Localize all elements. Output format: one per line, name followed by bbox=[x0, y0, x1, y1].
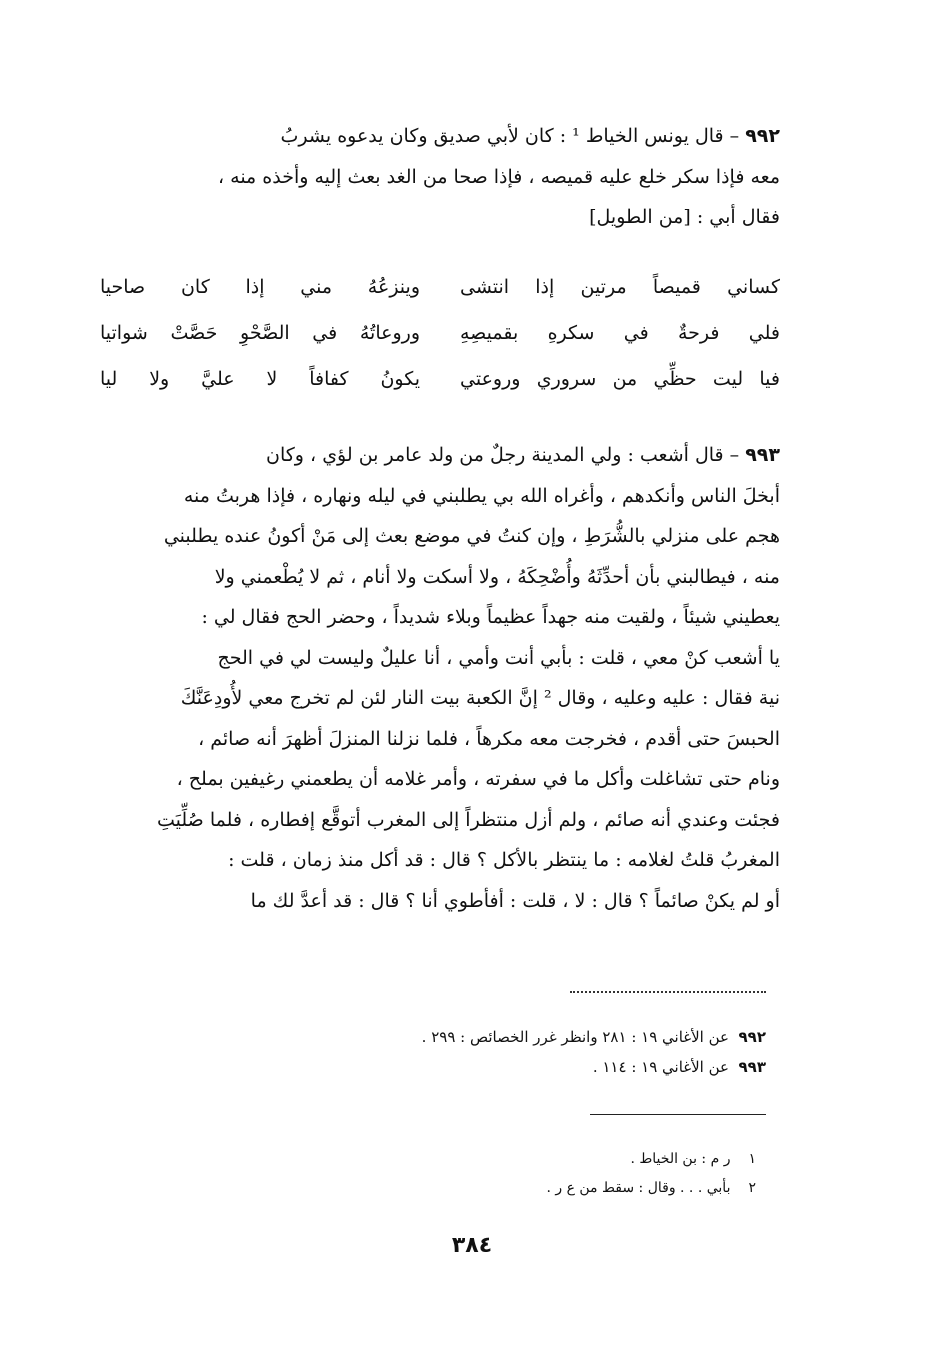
footnote-number: ٢ bbox=[748, 1180, 756, 1196]
footnotes bbox=[300, 1145, 756, 1203]
entry-993-number: ٩٩٣ bbox=[745, 444, 780, 466]
entry-993-line: منه ، فيطالبني بأن أحدِّثَهُ وأُضْحِكَهُ ، ولا أسكت ولا أنام ، ثم لا يُطْعمني ولا bbox=[214, 565, 780, 588]
source-line bbox=[300, 1052, 766, 1082]
verse-first-hemistich: فلي فرحةٌ في سكرهِ بقميصِهِ bbox=[460, 322, 780, 344]
sources bbox=[300, 1022, 766, 1082]
entry-993-line: المغربُ قلتُ لغلامه : ما ينتظر بالأكل ؟ قال : قد أكل منذ زمان ، قلت : bbox=[228, 849, 780, 871]
verse-second-hemistich: وروعاتُهُ في الصَّحْوِ حَصَّتْ شواتيا bbox=[100, 322, 420, 344]
entry-993-line: ونام حتى تشاغلت وأكل ما في سفرته ، وأمر غلامه أن يطعمني رغيفين بملح ، bbox=[176, 768, 780, 790]
entry-993-line: نية فقال : عليه وعليه ، وقال ² إنَّ الكعبة بيت النار لئن لم تخرج معي لأُودِعَنَّكَ bbox=[180, 687, 780, 709]
entry-992-line-3: فقال أبي : [من الطويل] bbox=[589, 206, 780, 228]
footnote-separator bbox=[590, 1114, 766, 1115]
source-line bbox=[300, 1022, 766, 1052]
verse-first-hemistich: كساني قميصاً مرتين إذا انتشى bbox=[460, 276, 780, 298]
verse-first-hemistich: فيا ليت حظِّي من سروري وروعتي bbox=[460, 368, 780, 390]
entry-993-line: هجم على منزلي بالشُّرَطِ ، وإن كنتُ في موضع بعث إلى مَنْ أكونُ عنده يطلبني bbox=[163, 525, 780, 547]
verse-second-hemistich: يكونُ كفافاً لا عليَّ ولا ليا bbox=[100, 368, 420, 390]
footnote bbox=[300, 1145, 756, 1174]
footnote-number: ١ bbox=[748, 1151, 756, 1167]
entry-992-number: ٩٩٢ bbox=[745, 125, 780, 147]
entry-992 bbox=[100, 116, 780, 238]
entry-993-line: فجئت وعندي أنه صائم ، ولم أزل منتظراً إلى المغرب أتوقَّع إفطاره ، فلما صُلِّيَتِ bbox=[156, 808, 780, 831]
page-number: ٣٨٤ bbox=[451, 1233, 493, 1258]
entry-992-line-2: معه فإذا سكر خلع عليه قميصه ، فإذا صحا من الغد بعث إليه وأخذه منه ، bbox=[217, 165, 780, 188]
source-text: عن الأغاني ١٩ : ١١٤ . bbox=[592, 1058, 729, 1076]
entry-993-line-1-text: – قال أشعب : ولي المدينة رجلٌ من ولد عامر بن لؤي ، وكان bbox=[266, 444, 746, 466]
entry-993-line-1 bbox=[100, 435, 780, 476]
entry-993-line: أو لم يكنْ صائماً ؟ قال : لا ، قلت : أفأطوي أنا ؟ قال : قد أعدَّ لك ما bbox=[250, 889, 780, 912]
source-text: عن الأغاني ١٩ : ٢٨١ وانظر غرر الخصائص : ٢٩٩ . bbox=[421, 1028, 729, 1046]
entry-993-line: أبخلَ الناس وأنكدهم ، وأغراه الله بي يطلبني في ليله ونهاره ، فإذا هربتُ منه bbox=[183, 484, 780, 507]
entry-993-line: الحبسَ حتى أقدم ، فخرجت معه مكرهاً ، فلما نزلنا المنزلَ أظهرَ أنه صائم ، bbox=[198, 727, 780, 750]
footnote-text: بأبي . . . وقال : سقط من ع ر . bbox=[546, 1180, 731, 1196]
poem-verse bbox=[100, 264, 780, 310]
footnote-text: ر م : بن الخياط . bbox=[630, 1151, 731, 1167]
entry-993-line: يا أشعب كنْ معي ، قلت : بأبي أنت وأمي ، أنا عليلٌ وليست لي في الحج bbox=[217, 646, 780, 669]
entry-993 bbox=[100, 435, 780, 921]
entry-992-line-1-text: – قال يونس الخياط ¹ : كان لأبي صديق وكان يدعوه يشربُ bbox=[280, 125, 746, 147]
entry-993-line: يعطيني شيئاً ، ولقيت منه جهداً عظيماً وبلاء شديداً ، وحضر الحج فقال لي : bbox=[201, 606, 780, 628]
poem-verse bbox=[100, 310, 780, 356]
poem bbox=[100, 264, 780, 402]
source-number: ٩٩٣ bbox=[738, 1058, 766, 1076]
footnote bbox=[300, 1174, 756, 1203]
dotted-separator bbox=[570, 991, 766, 993]
verse-second-hemistich: وينزعُهُ مني إذا كان صاحيا bbox=[100, 276, 420, 298]
entry-992-line-1 bbox=[100, 116, 780, 157]
poem-verse bbox=[100, 356, 780, 402]
source-number: ٩٩٢ bbox=[738, 1028, 766, 1046]
